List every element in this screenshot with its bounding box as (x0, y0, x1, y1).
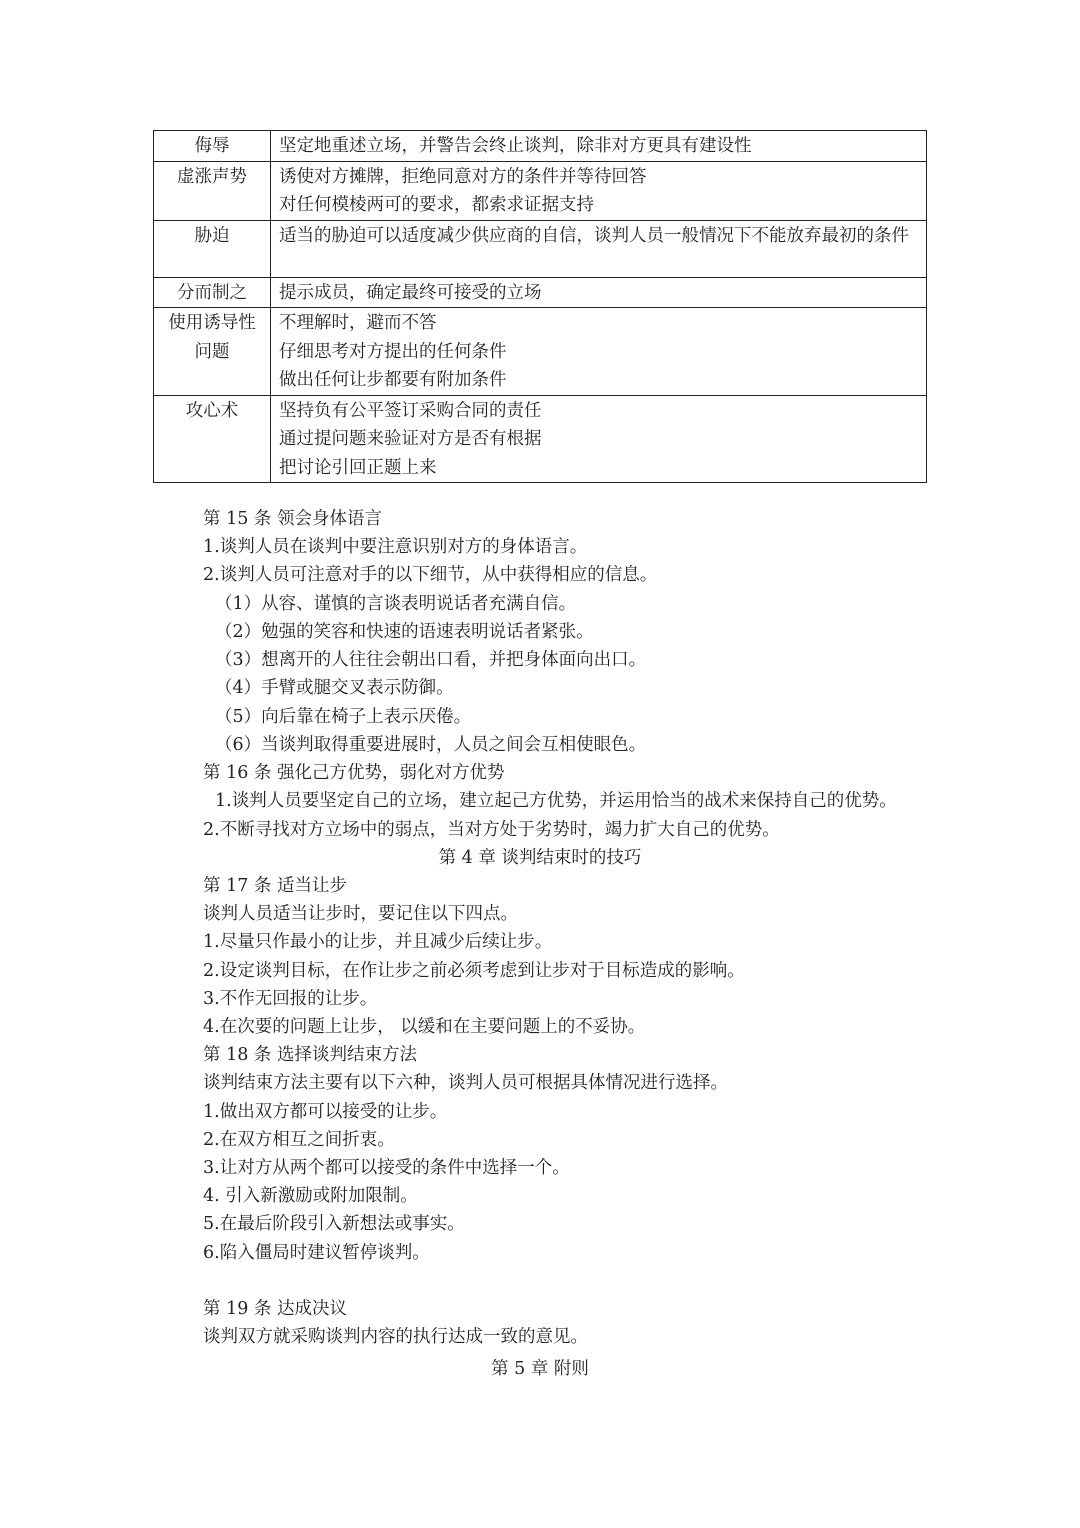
response-cell (271, 277, 927, 308)
sub-list-item: （4）手臂或腿交叉表示防御。 (215, 678, 454, 698)
table-row (154, 277, 927, 308)
list-item: 2.谈判人员可注意对手的以下细节，从中获得相应的信息。 (203, 565, 658, 585)
sub-list-item: （6）当谈判取得重要进展时，人员之间会互相使眼色。 (215, 735, 647, 755)
tactic-label: 胁迫 (194, 225, 230, 246)
list-item: 3.不作无回报的让步。 (203, 989, 378, 1009)
response-line: 适当的胁迫可以适度减少供应商的自信，谈判人员一般情况下不能放弃最初的条件 (279, 225, 909, 246)
response-line: 通过提问题来验证对方是否有根据 (279, 429, 542, 449)
paragraph: 谈判双方就采购谈判内容的执行达成一致的意见。 (203, 1327, 588, 1347)
response-line: 提示成员，确定最终可接受的立场 (279, 282, 542, 303)
list-item: 2.设定谈判目标，在作让步之前必须考虑到让步对于目标造成的影响。 (203, 961, 745, 981)
list-item: 4.在次要的问题上让步， 以缓和在主要问题上的不妥协。 (203, 1017, 646, 1037)
article-heading: 第 19 条 达成决议 (203, 1299, 347, 1319)
list-item: 5.在最后阶段引入新想法或事实。 (203, 1214, 465, 1234)
response-cell (271, 220, 927, 277)
article-heading: 第 16 条 强化己方优势，弱化对方优势 (203, 763, 505, 783)
response-line: 做出任何让步都要有附加条件 (279, 370, 507, 390)
response-cell (271, 131, 927, 162)
response-cell (271, 308, 927, 396)
list-item: 4. 引入新激励或附加限制。 (203, 1186, 418, 1206)
list-item: 2.在双方相互之间折衷。 (203, 1130, 395, 1150)
table-row (154, 308, 927, 396)
tactic-label: 使用诱导性 (168, 313, 256, 333)
tactics-table (153, 130, 927, 483)
chapter-title: 第 4 章 谈判结束时的技巧 (438, 848, 642, 868)
tactic-label: 虚涨声势 (177, 166, 247, 187)
sub-list-item: （1）从容、谨慎的言谈表明说话者充满自信。 (215, 594, 577, 614)
list-item: 1.做出双方都可以接受的让步。 (203, 1102, 448, 1122)
tactic-label: 问题 (194, 341, 230, 362)
list-item: 1.谈判人员在谈判中要注意识别对方的身体语言。 (203, 537, 588, 557)
list-item: 6.陷入僵局时建议暂停谈判。 (203, 1243, 430, 1263)
list-item: 1.尽量只作最小的让步，并且减少后续让步。 (203, 932, 553, 952)
response-cell (271, 395, 927, 483)
article-heading: 第 17 条 适当让步 (203, 876, 347, 896)
article-heading: 第 15 条 领会身体语言 (203, 509, 382, 529)
response-line: 不理解时，避而不答 (279, 313, 437, 333)
tactic-cell (154, 308, 271, 396)
response-line: 坚持负有公平签订采购合同的责任 (279, 400, 542, 421)
tactic-cell (154, 131, 271, 162)
list-item: 3.让对方从两个都可以接受的条件中选择一个。 (203, 1158, 570, 1178)
chapter-title: 第 5 章 附则 (491, 1359, 589, 1379)
tactic-label: 分而制之 (177, 282, 247, 303)
tactic-cell (154, 220, 271, 277)
sub-list-item: （2）勉强的笑容和快速的语速表明说话者紧张。 (215, 622, 594, 642)
response-line: 对任何模棱两可的要求，都索求证据支持 (279, 195, 594, 215)
response-line: 把讨论引回正题上来 (279, 457, 437, 478)
tactic-cell (154, 277, 271, 308)
response-line: 仔细思考对方提出的任何条件 (279, 341, 507, 362)
article-heading: 第 18 条 选择谈判结束方法 (203, 1045, 417, 1065)
tactic-cell (154, 161, 271, 220)
paragraph: 谈判人员适当让步时，要记住以下四点。 (203, 904, 518, 924)
tactic-label: 侮辱 (194, 136, 230, 156)
list-item: 2.不断寻找对方立场中的弱点，当对方处于劣势时，竭力扩大自己的优势。 (203, 820, 780, 840)
table-row (154, 161, 927, 220)
list-item: 1.谈判人员要坚定自己的立场，建立起己方优势，并运用恰当的战术来保持自己的优势。 (215, 791, 897, 811)
tactic-cell (154, 395, 271, 483)
paragraph: 谈判结束方法主要有以下六种，谈判人员可根据具体情况进行选择。 (203, 1073, 728, 1093)
table-row (154, 395, 927, 483)
tactic-label: 攻心术 (185, 400, 239, 421)
sub-list-item: （3）想离开的人往往会朝出口看，并把身体面向出口。 (215, 650, 647, 670)
sub-list-item: （5）向后靠在椅子上表示厌倦。 (215, 707, 472, 727)
response-line: 诱使对方摊牌，拒绝同意对方的条件并等待回答 (279, 166, 647, 187)
table-row (154, 220, 927, 277)
response-line: 坚定地重述立场，并警告会终止谈判，除非对方更具有建设性 (279, 136, 752, 156)
table-row (154, 131, 927, 162)
response-cell (271, 161, 927, 220)
